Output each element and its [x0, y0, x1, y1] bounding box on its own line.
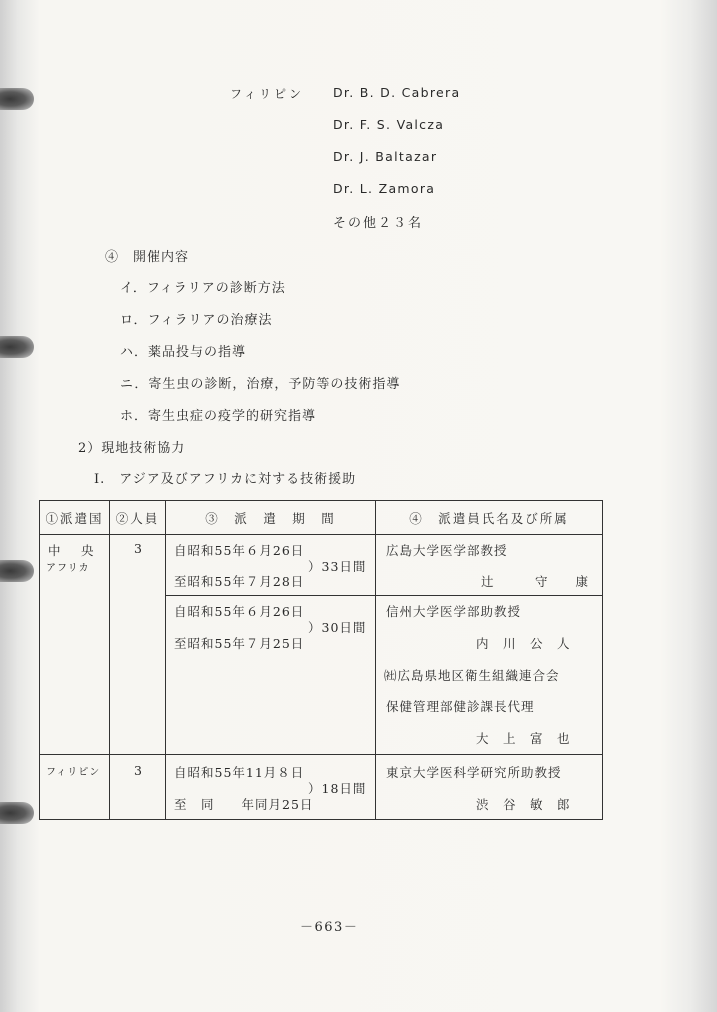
header-country: ①派遣国 — [40, 501, 110, 535]
period-cell — [166, 535, 376, 596]
list-item: ニ．寄生虫の診断，治療，予防等の技術指導 — [120, 377, 401, 392]
list-item: イ．フィラリアの診断方法 — [120, 281, 286, 296]
header-count: ②人員 — [110, 501, 166, 535]
binder-hole — [0, 802, 34, 824]
member-cell — [376, 755, 603, 820]
member-cell — [376, 596, 603, 755]
member-affiliation: 広島大学医学部教授 — [386, 543, 508, 558]
table-header-row — [40, 501, 603, 535]
member-name: Dr. J. Baltazar — [333, 149, 438, 164]
subsection-heading: I. アジア及びアフリカに対する技術援助 — [94, 472, 357, 487]
table-row — [40, 755, 603, 820]
count-cell — [110, 755, 166, 820]
member-name: Dr. B. D. Cabrera — [333, 85, 461, 100]
period-to: 至昭和55年７月28日 — [174, 574, 305, 589]
country-cell — [40, 755, 110, 820]
count-value: 3 — [134, 541, 143, 556]
period-cell — [166, 596, 376, 755]
list-item: ホ．寄生虫症の疫学的研究指導 — [120, 409, 317, 424]
member-affiliation: ㈳広島県地区衛生組織連合会 — [384, 668, 560, 683]
country-name: フィリピン — [46, 767, 101, 778]
period-from: 自昭和55年11月８日 — [174, 765, 305, 780]
count-cell — [110, 535, 166, 755]
binder-hole — [0, 336, 34, 358]
dispatch-table — [39, 500, 603, 820]
count-value: 3 — [134, 763, 143, 778]
member-name: Dr. F. S. Valcza — [333, 117, 445, 132]
list-item: ロ．フィラリアの治療法 — [120, 313, 273, 328]
period-days: ）18日間 — [308, 781, 367, 796]
member-affiliation: 信州大学医学部助教授 — [386, 604, 522, 619]
country-cell — [40, 535, 110, 755]
country-name: アフリカ — [46, 563, 90, 574]
list-item: ハ．薬品投与の指導 — [120, 345, 247, 360]
period-to: 至昭和55年７月25日 — [174, 636, 305, 651]
period-cell — [166, 755, 376, 820]
period-from: 自昭和55年６月26日 — [174, 604, 305, 619]
member-affiliation: 保健管理部健診課長代理 — [386, 699, 535, 714]
member-name: 大 上 富 也 — [476, 731, 571, 746]
section-heading: ④ 開催内容 — [105, 250, 190, 265]
others-count: その他２３名 — [333, 216, 424, 231]
member-name: 内 川 公 人 — [476, 636, 571, 651]
country-label: フィリピン — [230, 87, 305, 101]
table-row — [40, 535, 603, 596]
period-days: ）30日間 — [308, 620, 367, 635]
binder-hole — [0, 88, 34, 110]
period-days: ）33日間 — [308, 559, 367, 574]
member-name: Dr. L. Zamora — [333, 181, 436, 196]
header-period: ③ 派 遣 期 間 — [166, 501, 376, 535]
section-heading: 2）現地技術協力 — [78, 441, 186, 456]
member-cell — [376, 535, 603, 596]
page-number: －663－ — [300, 920, 359, 935]
member-affiliation: 東京大学医科学研究所助教授 — [386, 765, 562, 780]
binder-hole — [0, 560, 34, 582]
period-to: 至 同 年同月25日 — [174, 797, 314, 812]
country-name: 中 央 — [48, 543, 98, 558]
period-from: 自昭和55年６月26日 — [174, 543, 305, 558]
header-members: ④ 派遣員氏名及び所属 — [376, 501, 603, 535]
member-name: 辻 守 康 — [481, 574, 590, 589]
member-name: 渋 谷 敏 郎 — [476, 797, 571, 812]
